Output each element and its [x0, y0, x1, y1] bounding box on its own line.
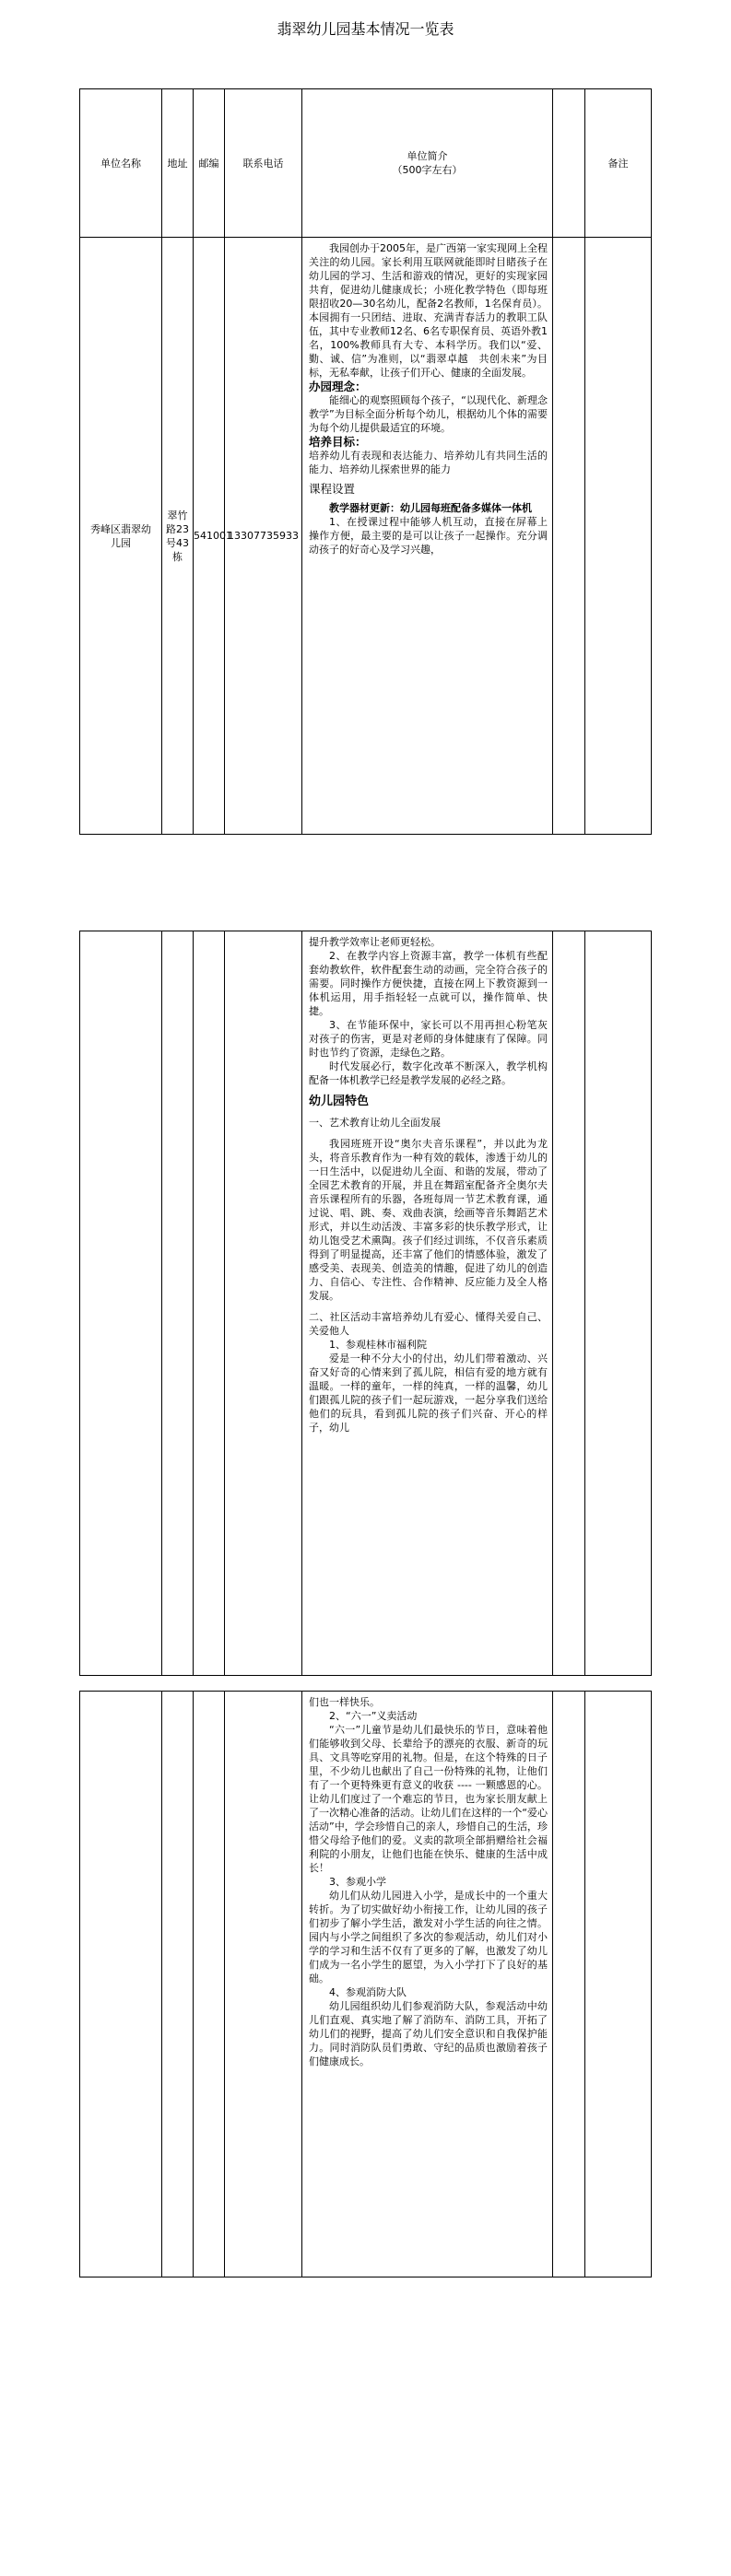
header-phone: 联系电话	[225, 89, 302, 238]
concept-heading: 办园理念：	[309, 380, 367, 393]
cell-blank	[585, 931, 652, 1676]
cell-blank	[80, 931, 162, 1676]
activity-2-title: 2、“六一”义卖活动	[329, 1710, 418, 1722]
cell-blank	[553, 931, 585, 1676]
cell-intro-part-3	[302, 1692, 553, 2277]
header-remark: 备注	[585, 89, 652, 238]
feature-section-2: 二、社区活动丰富培养幼儿有爱心、懂得关爱自己、关爱他人	[309, 1311, 548, 1337]
feature-title: 幼儿园特色	[309, 1095, 370, 1108]
school-visit-paragraph: 幼儿们从幼儿园进入小学，是成长中的一个重大转折。为了切实做好幼小衔接工作，让幼儿园的孩子们初步了解小学生活，激发对小学生活的向往之情。园内与小学之间组织了多次的参观活动，幼儿们对小学的学习和生活不仅有了更多的了解，也激发了幼儿们成为一名小学生的愿望，为入小学打下了良好的基础。	[309, 1890, 548, 1985]
equipment-summary: 时代发展必行，数字化改革不断深入，教学机构配备一体机教学已经是教学发展的必经之路。	[309, 1060, 548, 1086]
equipment-point-1-continued: 提升教学效率让老师更轻松。	[309, 936, 441, 948]
feature-section-1: 一、艺术教育让幼儿全面发展	[309, 1117, 441, 1129]
equipment-point-1: 1、在授课过程中能够人机互动，直接在屏幕上操作方便，最主要的是可以让孩子一起操作。充分调动孩子的好奇心及学习兴趣，	[309, 516, 548, 556]
cell-phone: 13307735933	[225, 238, 302, 835]
cell-blank	[225, 1692, 302, 2277]
equipment-point-2: 2、在教学内容上资源丰富，教学一体机有些配套幼教软件，软件配套生动的动画，完全符合孩子的需要。同时操作方便快捷，直接在网上下教资源到一体机运用，用手指轻轻一点就可以，操作简单、快捷。	[309, 950, 548, 1017]
cell-blank	[162, 931, 194, 1676]
concept-paragraph: 能细心的观察照顾每个孩子，“以现代化、新理念教学”为目标全面分析每个幼儿，根据幼儿个体的需要为每个幼儿提供最适宜的环境。	[309, 394, 548, 434]
header-name: 单位名称	[80, 89, 162, 238]
welfare-paragraph: 爱是一种不分大小的付出，幼儿们带着激动、兴奋又好奇的心情来到了孤儿院，相信有爱的地方就有温暖。一样的童年，一样的纯真，一样的温馨，幼儿们跟孤儿院的孩子们一起玩游戏，一起分享我们送给他们的玩具，看到孤儿院的孩子们兴奋、开心的样子，幼儿	[309, 1352, 548, 1434]
equipment-update-heading: 教学器材更新：幼儿园每班配备多媒体一体机	[329, 502, 532, 514]
cell-blank	[162, 1692, 194, 2277]
header-intro	[302, 89, 553, 238]
info-table-page-1	[79, 88, 652, 835]
cell-blank	[225, 931, 302, 1676]
header-postcode: 邮编	[194, 89, 225, 238]
cell-empty	[553, 238, 585, 835]
header-intro-note: （500字左右）	[392, 164, 463, 176]
page-title: 翡翠幼儿园基本情况一览表	[277, 20, 454, 38]
cell-blank	[194, 1692, 225, 2277]
fire-station-paragraph: 幼儿园组织幼儿们参观消防大队，参观活动中幼儿们直观、真实地了解了消防车、消防工具，开拓了幼儿们的视野，提高了幼儿们安全意识和自我保护能力。同时消防队员们勇敢、守纪的品质也激励着孩子们健康成长。	[309, 2000, 548, 2067]
header-address: 地址	[162, 89, 194, 238]
cell-blank	[80, 1692, 162, 2277]
intro-paragraph: 我园创办于2005年，是广西第一家实现网上全程关注的幼儿园。家长利用互联网就能即时目睹孩子在幼儿园的学习、生活和游戏的情况，更好的实现家园共育，促进幼儿健康成长；小班化教学特色（即每班限招收20—30名幼儿，配备2名教师，1名保育员）。本园拥有一只团结、进取、充满青春活力的教职工队伍，其中专业教师12名、6名专职保育员、英语外教1名，100%教师具有大专、本科学历。我们以“爱、勤、诚、信”为准则，以“翡翠卓越 共创未来”为目标，无私奉献，让孩子们开心、健康的全面发展。	[309, 242, 548, 379]
info-table-page-3	[79, 1691, 652, 2277]
cell-postcode: 541001	[194, 238, 225, 835]
activity-3-title: 3、参观小学	[329, 1876, 386, 1888]
cell-unit-name: 秀峰区翡翠幼儿园	[80, 238, 162, 835]
cell-address: 翠竹路23号43栋	[162, 238, 194, 835]
header-empty	[553, 89, 585, 238]
course-heading: 课程设置	[309, 482, 356, 496]
cell-intro-part-2	[302, 931, 553, 1676]
cell-blank	[585, 1692, 652, 2277]
equipment-point-3: 3、在节能环保中，家长可以不用再担心粉笔灰对孩子的伤害，更是对老师的身体健康有了保障。同时也节约了资源，走绿色之路。	[309, 1019, 548, 1059]
welfare-paragraph-continued: 们也一样快乐。	[309, 1696, 380, 1708]
childrens-day-paragraph: “六一”儿童节是幼儿们最快乐的节日，意味着他们能够收到父母、长辈给予的漂亮的衣服、新奇的玩具、文具等吃穿用的礼物。但是，在这个特殊的日子里，不少幼儿也献出了自己一份特殊的礼物，让他们有了一个更特殊更有意义的收获 ---- 一颗感恩的心。让幼儿们度过了一个难忘的节日，也为家长朋友献上了一次精心准备的活动。让幼儿们在这样的一个“爱心活动”中，学会珍惜自己的亲人，珍惜自己的生活，珍惜父母给予他们的爱。义卖的款项全部捐赠给社会福利院的小朋友，让他们也能在快乐、健康的生活中成长！	[309, 1724, 548, 1874]
activity-4-title: 4、参观消防大队	[329, 1986, 407, 1998]
cell-blank	[194, 931, 225, 1676]
goal-heading: 培养目标：	[309, 435, 367, 449]
header-intro-label: 单位简介	[407, 150, 448, 162]
art-education-paragraph: 我园班班开设“奥尔夫音乐课程”，并以此为龙头，将音乐教育作为一种有效的载体，渗透于幼儿的一日生活中，以促进幼儿全面、和谐的发展，带动了全园艺术教育的开展，并且在舞蹈室配备齐全奥尔夫音乐课程所有的乐器，各班每周一节艺术教育课，通过说、唱、跳、奏、戏曲表演，绘画等音乐舞蹈艺术形式，并以生动活泼、丰富多彩的快乐教学形式，让幼儿饱受艺术熏陶。孩子们经过训练，不仅音乐素质得到了明显提高，还丰富了他们的情感体验，激发了感受美、表现美、创造美的情趣，促进了幼儿的创造力、自信心、专注性、合作精神、反应能力及全人格发展。	[309, 1138, 548, 1302]
info-table-page-2	[79, 931, 652, 1676]
cell-blank	[553, 1692, 585, 2277]
cell-intro-part-1	[302, 238, 553, 835]
cell-remark	[585, 238, 652, 835]
goal-paragraph: 培养幼儿有表现和表达能力、培养幼儿有共同生活的能力、培养幼儿探索世界的能力	[309, 450, 548, 475]
activity-1-title: 1、参观桂林市福利院	[329, 1339, 427, 1351]
